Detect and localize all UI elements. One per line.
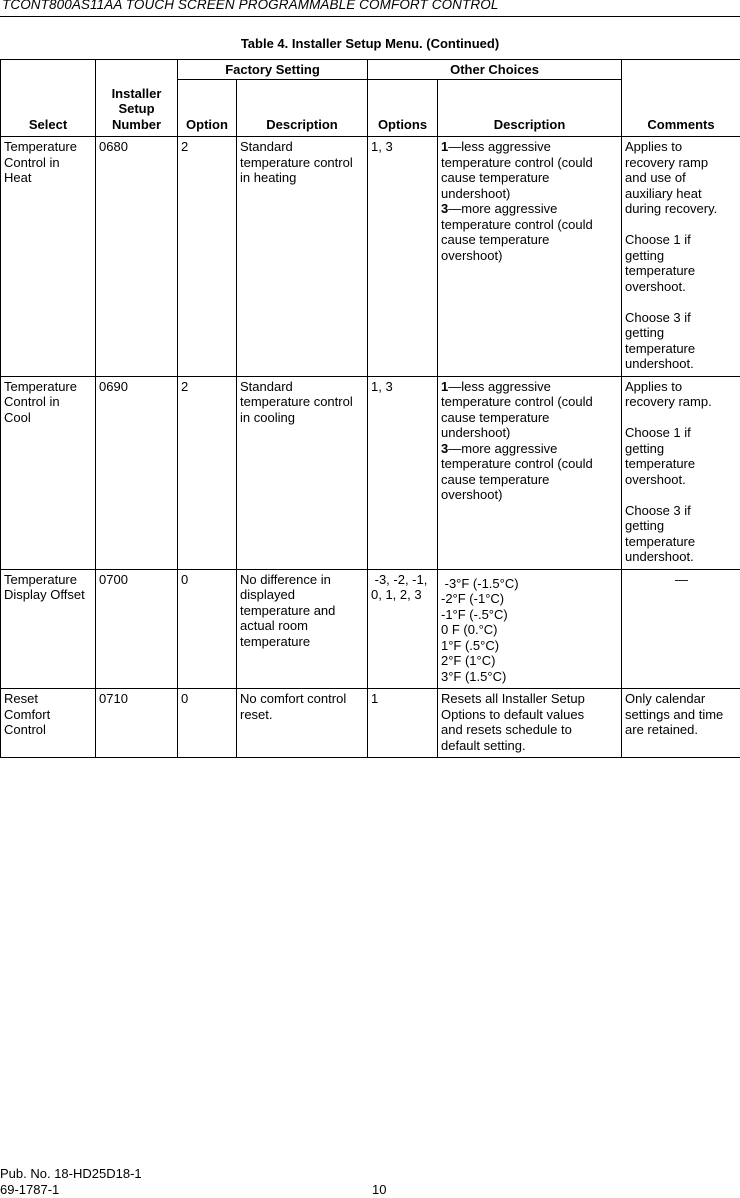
col-header-description: Description: [237, 80, 368, 137]
col-header-other-description: Description: [438, 80, 622, 137]
col-group-other-choices: Other Choices: [368, 60, 622, 80]
cell-options: -3, -2, -1, 0, 1, 2, 3: [368, 569, 438, 689]
col-group-factory-setting: Factory Setting: [178, 60, 368, 80]
cell-description: No difference in displayed temperature and actual room temperature: [237, 569, 368, 689]
page-number: 10: [372, 1182, 387, 1197]
installer-setup-table: [0, 59, 740, 758]
cell-comments: Applies to recovery ramp. Choose 1 if getting temperature overshoot. Choose 3 if getting temperature undershoot.: [622, 376, 740, 569]
cell-option: 0: [178, 569, 237, 689]
running-header-title: TCONT800AS11AA TOUCH SCREEN PROGRAMMABLE COMFORT CONTROL: [2, 0, 499, 12]
col-header-comments: Comments: [622, 60, 740, 137]
col-header-installer-setup-number: Installer Setup Number: [96, 60, 178, 137]
cell-other-description: -3°F (-1.5°C) -2°F (-1°C) -1°F (-.5°C) 0 F (0.°C) 1°F (.5°C) 2°F (1°C) 3°F (1.5°C): [438, 569, 622, 689]
cell-description: Standard temperature control in cooling: [237, 376, 368, 569]
cell-option: 2: [178, 137, 237, 377]
cell-comments: Applies to recovery ramp and use of auxiliary heat during recovery. Choose 1 if getting temperature overshoot. Choose 3 if getting temperature undershoot.: [622, 137, 740, 377]
cell-comments: Only calendar settings and time are retained.: [622, 689, 740, 758]
cell-options: 1, 3: [368, 137, 438, 377]
table-caption: Table 4. Installer Setup Menu. (Continued): [240, 36, 500, 51]
cell-description: Standard temperature control in heating: [237, 137, 368, 377]
header-rule: [0, 16, 740, 17]
cell-option: 2: [178, 376, 237, 569]
table-row: [1, 689, 740, 758]
cell-comments: —: [622, 569, 740, 689]
cell-select: Temperature Control in Cool: [1, 376, 96, 569]
table-row: [1, 569, 740, 689]
cell-other-description: 1—less aggressive temperature control (could cause temperature undershoot) 3—more aggressive temperature control (could cause temperature overshoot): [438, 376, 622, 569]
cell-select: Temperature Control in Heat: [1, 137, 96, 377]
cell-select: Reset Comfort Control: [1, 689, 96, 758]
cell-other-description: 1—less aggressive temperature control (could cause temperature undershoot) 3—more aggressive temperature control (could cause temperature overshoot): [438, 137, 622, 377]
cell-select: Temperature Display Offset: [1, 569, 96, 689]
cell-isn: 0680: [96, 137, 178, 377]
cell-options: 1: [368, 689, 438, 758]
cell-other-description: Resets all Installer Setup Options to default values and resets schedule to default setting.: [438, 689, 622, 758]
cell-options: 1, 3: [368, 376, 438, 569]
cell-option: 0: [178, 689, 237, 758]
table-row: [1, 376, 740, 569]
footer-publication-info: [0, 1166, 142, 1198]
footer-doc-no: 69-1787-1: [0, 1182, 60, 1197]
col-header-select: Select: [1, 60, 96, 137]
table-row: [1, 137, 740, 377]
cell-description: No comfort control reset.: [237, 689, 368, 758]
col-header-option: Option: [178, 80, 237, 137]
cell-isn: 0690: [96, 376, 178, 569]
col-header-options: Options: [368, 80, 438, 137]
header-row-groups: [1, 60, 740, 80]
footer-pub-no: Pub. No. 18-HD25D18-1: [0, 1166, 142, 1181]
cell-isn: 0700: [96, 569, 178, 689]
cell-isn: 0710: [96, 689, 178, 758]
